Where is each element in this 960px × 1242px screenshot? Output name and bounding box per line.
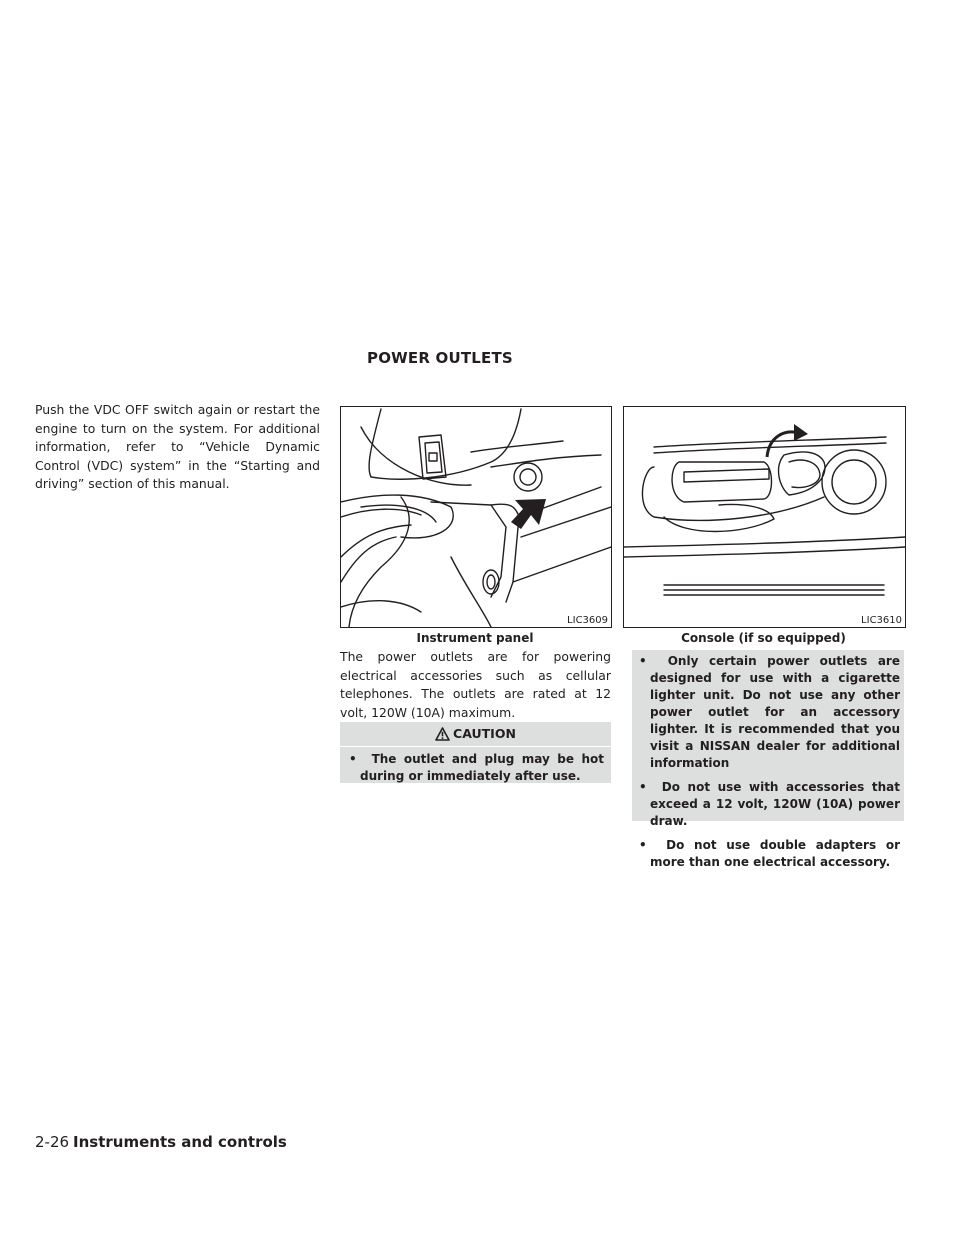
- list-item: • The outlet and plug may be hot during or immediately after use.: [349, 752, 604, 783]
- caution-heading: [340, 726, 611, 741]
- console-illustration: [624, 407, 905, 627]
- warning-list: [636, 653, 900, 878]
- instrument-panel-figure: [340, 406, 612, 628]
- list-item: • Do not use double adapters or more than one electrical accessory.: [639, 838, 900, 869]
- footer-section-title: Instruments and controls: [73, 1133, 287, 1151]
- section-title: POWER OUTLETS: [367, 349, 513, 367]
- figure-caption: Instrument panel: [416, 631, 534, 645]
- warning-box: [632, 650, 904, 869]
- instrument-panel-illustration: [341, 407, 611, 627]
- warning-triangle-icon: [435, 727, 450, 741]
- page-footer: [35, 1133, 287, 1151]
- figure-code: LIC3609: [567, 615, 608, 626]
- list-item: • Only certain power outlets are designed for use with a cigarette lighter unit. Do not use any other power outlet for an accessory lighter. It is recommended that you visit a NISSAN dealer for additional information: [639, 654, 900, 770]
- list-item: • Do not use with accessories that exceed a 12 volt, 120W (10A) power draw.: [639, 780, 900, 828]
- page-number: 2-26: [35, 1133, 70, 1151]
- divider: [340, 746, 611, 747]
- caution-label: CAUTION: [453, 726, 516, 741]
- figure-code: LIC3610: [861, 615, 902, 626]
- power-outlets-paragraph: The power outlets are for powering electrical accessories such as cellular telephones. The outlets are rated at 12 volt, 120W (10A) maximum.: [340, 649, 611, 720]
- caution-box: [340, 722, 611, 783]
- caution-list: [346, 751, 604, 792]
- console-figure: [623, 406, 906, 628]
- figure-caption: Console (if so equipped): [681, 631, 846, 645]
- vdc-paragraph: Push the VDC OFF switch again or restart the engine to turn on the system. For additional information, refer to “Vehicle Dynamic Control (VDC) system” in the “Starting and driving” section of this manual.: [35, 402, 320, 492]
